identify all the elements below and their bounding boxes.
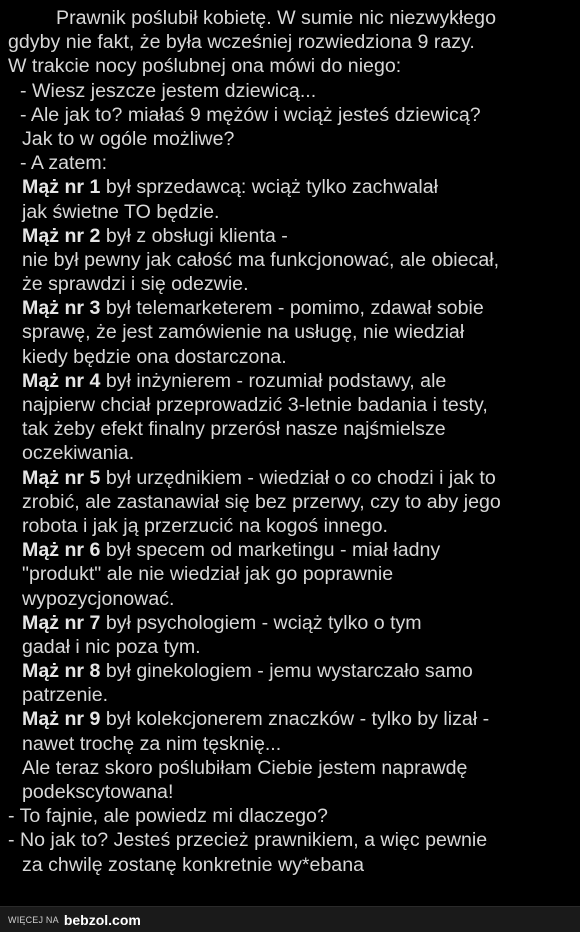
- text-line: [8, 611, 576, 635]
- text-line: [8, 780, 576, 804]
- text-line: [8, 127, 576, 151]
- line-text: "produkt" ale nie wiedział jak go poprawnie: [22, 563, 394, 586]
- line-text: był specem od marketingu - miał ładny: [100, 539, 441, 562]
- text-line: [8, 490, 576, 514]
- line-text: był psychologiem - wciąż tylko o tym: [100, 611, 422, 634]
- husband-label: Mąż nr 6: [22, 539, 101, 562]
- text-line: [8, 79, 576, 103]
- line-text: był inżynierem - rozumiał podstawy, ale: [100, 369, 447, 392]
- line-text: nawet trochę za nim tęsknię...: [22, 732, 282, 755]
- text-line: [8, 345, 576, 369]
- text-line: [8, 224, 576, 248]
- husband-label: Mąż nr 8: [22, 660, 101, 683]
- line-text: był kolekcjonerem znaczków - tylko by lizał -: [100, 708, 490, 731]
- line-text: - Ale jak to? miałaś 9 mężów i wciąż jesteś dziewicą?: [20, 103, 481, 126]
- line-text: za chwilę zostanę konkretnie wy*ebana: [22, 853, 365, 876]
- line-text: podekscytowana!: [22, 781, 174, 803]
- text-line: [8, 538, 576, 562]
- line-text: był z obsługi klienta -: [100, 224, 288, 247]
- line-text: Prawnik poślubił kobietę. W sumie nic niezwykłego: [56, 7, 496, 29]
- text-line: [8, 175, 576, 199]
- text-line: [8, 30, 576, 54]
- husband-label: Mąż nr 5: [22, 466, 101, 489]
- line-text: gadał i nic poza tym.: [22, 635, 201, 658]
- line-text: gdyby nie fakt, że była wcześniej rozwiedziona 9 razy.: [8, 31, 475, 54]
- line-text: był ginekologiem - jemu wystarczało samo: [100, 660, 473, 683]
- line-text: tak żeby efekt finalny przerósł nasze najśmielsze: [22, 418, 446, 441]
- line-text: W trakcie nocy poślubnej ona mówi do niego:: [8, 55, 402, 78]
- line-text: - No jak to? Jesteś przecież prawnikiem, a więc pewnie: [8, 829, 488, 852]
- text-line: [8, 441, 576, 465]
- husband-label: Mąż nr 4: [22, 369, 101, 392]
- text-line: [8, 272, 576, 296]
- line-text: najpierw chciał przeprowadzić 3-letnie badania i testy,: [22, 394, 488, 416]
- text-line: [8, 756, 576, 780]
- text-line: [8, 635, 576, 659]
- text-line: [8, 732, 576, 756]
- husband-label: Mąż nr 1: [22, 176, 101, 199]
- site-logo[interactable]: bebzol.com: [63, 911, 141, 928]
- line-text: Jak to w ogóle możliwe?: [22, 127, 235, 150]
- line-text: nie był pewny jak całość ma funkcjonować, ale obiecał,: [22, 248, 500, 271]
- husband-label: Mąż nr 9: [22, 708, 101, 731]
- text-line: [8, 587, 576, 611]
- line-text: był urzędnikiem - wiedział o co chodzi i jak to: [100, 466, 496, 489]
- husband-label: Mąż nr 2: [22, 224, 101, 247]
- text-line: [8, 200, 576, 224]
- text-line: [8, 804, 576, 828]
- text-line: [8, 296, 576, 320]
- line-text: sprawę, że jest zamówienie na usługę, nie wiedział: [22, 321, 465, 344]
- text-line: [8, 853, 576, 877]
- text-line: [8, 514, 576, 538]
- husband-label: Mąż nr 7: [22, 611, 101, 634]
- text-line: [8, 103, 576, 127]
- line-text: - A zatem:: [20, 152, 108, 175]
- line-text: - Wiesz jeszcze jestem dziewicą...: [20, 79, 317, 102]
- line-text: był telemarketerem - pomimo, zdawał sobie: [100, 297, 484, 320]
- line-text: był sprzedawcą: wciąż tylko zachwalał: [100, 176, 438, 199]
- text-line: [8, 320, 576, 344]
- line-text: Ale teraz skoro poślubiłam Ciebie jestem naprawdę: [22, 756, 468, 779]
- watermark-footer: [0, 906, 580, 932]
- text-line: [8, 248, 576, 272]
- line-text: kiedy będzie ona dostarczona.: [22, 345, 287, 368]
- text-line: [8, 417, 576, 441]
- footer-prefix: WIĘCEJ NA: [8, 914, 59, 925]
- line-text: oczekiwania.: [22, 442, 135, 465]
- joke-text: [8, 6, 576, 877]
- text-line: [8, 707, 576, 731]
- text-line: [8, 828, 576, 852]
- line-text: zrobić, ale zastanawiał się bez przerwy, czy to aby jego: [22, 490, 501, 513]
- text-line: [8, 151, 576, 175]
- text-line: [8, 562, 576, 586]
- line-text: robota i jak ją przerzucić na kogoś innego.: [22, 514, 388, 537]
- line-text: - To fajnie, ale powiedz mi dlaczego?: [8, 805, 328, 828]
- text-line: [8, 683, 576, 707]
- text-line: [8, 466, 576, 490]
- text-line: [8, 6, 576, 30]
- text-line: [8, 54, 576, 78]
- line-text: patrzenie.: [22, 684, 109, 707]
- line-text: wypozycjonować.: [22, 587, 175, 610]
- line-text: jak świetne TO będzie.: [22, 200, 220, 223]
- text-line: [8, 393, 576, 417]
- line-text: że sprawdzi i się odezwie.: [22, 273, 249, 296]
- husband-label: Mąż nr 3: [22, 297, 101, 320]
- text-line: [8, 369, 576, 393]
- text-line: [8, 659, 576, 683]
